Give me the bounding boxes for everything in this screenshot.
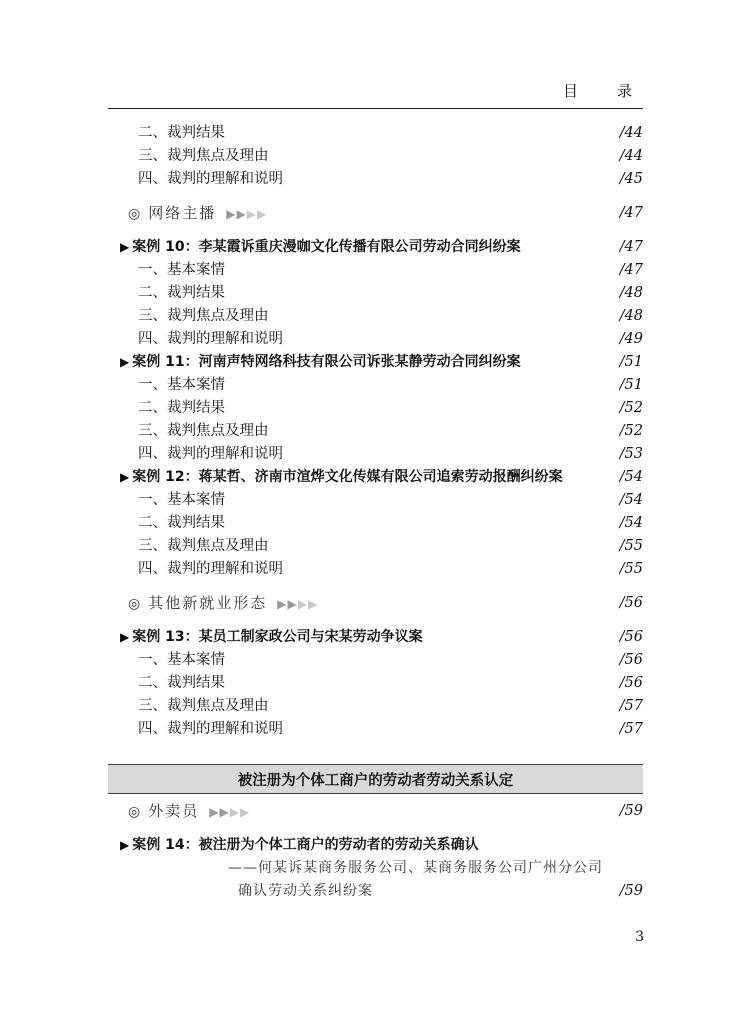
toc-entry-label bbox=[120, 834, 479, 856]
toc-entry-sub bbox=[120, 420, 643, 442]
toc-entry-label: 一、基本案情 bbox=[138, 377, 225, 393]
toc-entry-sub bbox=[120, 512, 643, 534]
toc-entry-label: 确认劳动关系纠纷案 bbox=[238, 883, 373, 899]
toc-entry-page: /59 bbox=[619, 803, 643, 819]
case-marker-icon: ▶ bbox=[120, 240, 130, 254]
toc-entry-label: 二、裁判结果 bbox=[138, 400, 225, 416]
toc-entry-label bbox=[120, 351, 521, 373]
section-title: 外卖员 bbox=[148, 801, 200, 820]
toc-entry-label: 三、裁判焦点及理由 bbox=[138, 308, 269, 324]
toc-entry-label: 三、裁判焦点及理由 bbox=[138, 538, 269, 554]
toc-entry-section bbox=[120, 592, 643, 614]
toc-entry-label: 四、裁判的理解和说明 bbox=[138, 721, 283, 737]
toc-entry-label bbox=[120, 592, 318, 615]
toc-entry-sub bbox=[120, 259, 643, 281]
toc-entry-page: /47 bbox=[619, 239, 643, 255]
case-marker-icon: ▶ bbox=[120, 470, 130, 484]
toc-entry-page: /54 bbox=[619, 515, 643, 531]
toc-entry-case bbox=[120, 466, 643, 488]
page-number: 3 bbox=[635, 929, 644, 945]
toc-entry-label: 四、裁判的理解和说明 bbox=[138, 561, 283, 577]
toc-entry-section bbox=[120, 800, 643, 822]
section-title: 网络主播 bbox=[148, 203, 217, 222]
case-title: 案例 11：河南声特网络科技有限公司诉张某静劳动合同纠纷案 bbox=[132, 354, 521, 370]
toc-entry-label bbox=[120, 626, 423, 648]
toc-entry-page: /57 bbox=[619, 721, 643, 737]
toc-entry-page: /52 bbox=[619, 400, 643, 416]
triangle-arrows-icon: ▶▶▶▶ bbox=[277, 596, 319, 611]
toc-entry-case bbox=[120, 351, 643, 373]
toc-entry-page: /56 bbox=[619, 629, 643, 645]
toc-entry-page: /45 bbox=[619, 171, 643, 187]
toc-entry-sub bbox=[120, 649, 643, 671]
toc-entry-page: /44 bbox=[619, 125, 643, 141]
toc-entry-label: 二、裁判结果 bbox=[138, 515, 225, 531]
toc-entry-section bbox=[120, 202, 643, 224]
toc-entry-label: 四、裁判的理解和说明 bbox=[138, 446, 283, 462]
section-circle-icon: ◎ bbox=[128, 803, 141, 820]
toc-entry-page: /54 bbox=[619, 469, 643, 485]
toc-entry-page: /55 bbox=[619, 561, 643, 577]
triangle-arrows-icon: ▶▶▶▶ bbox=[226, 206, 268, 221]
toc-entry-sub bbox=[120, 397, 643, 419]
case-title: 案例 14：被注册为个体工商户的劳动者的劳动关系确认 bbox=[132, 837, 479, 853]
toc-entry-page: /47 bbox=[619, 205, 643, 221]
toc-entry-sub bbox=[120, 328, 643, 350]
section-circle-icon: ◎ bbox=[128, 205, 141, 222]
toc-entry-page: /56 bbox=[619, 675, 643, 691]
toc-entry-sub bbox=[120, 305, 643, 327]
case-marker-icon: ▶ bbox=[120, 355, 130, 369]
toc-entry-sub bbox=[120, 282, 643, 304]
toc-entry-sub bbox=[120, 443, 643, 465]
toc-entry-page: /49 bbox=[619, 331, 643, 347]
toc-entry-label bbox=[120, 800, 250, 823]
case-title: 案例 12：蒋某哲、济南市渲烨文化传媒有限公司追索劳动报酬纠纷案 bbox=[132, 469, 563, 485]
case-marker-icon: ▶ bbox=[120, 838, 130, 852]
toc-entry-sub bbox=[120, 558, 643, 580]
toc-entry-page: /56 bbox=[619, 652, 643, 668]
toc-entry-page: /51 bbox=[619, 377, 643, 393]
toc-entry-page: /44 bbox=[619, 148, 643, 164]
toc-entry-label bbox=[120, 202, 267, 225]
toc-entry-page: /52 bbox=[619, 423, 643, 439]
case-title: 案例 10：李某霞诉重庆漫咖文化传播有限公司劳动合同纠纷案 bbox=[132, 239, 521, 255]
toc-entry-sub bbox=[120, 489, 643, 511]
toc-entry-sub bbox=[120, 695, 643, 717]
toc-entry-label: 四、裁判的理解和说明 bbox=[138, 331, 283, 347]
toc-entry-case bbox=[120, 626, 643, 648]
section-circle-icon: ◎ bbox=[128, 595, 141, 612]
toc-entry-case bbox=[120, 834, 643, 856]
toc-entry-sub bbox=[120, 374, 643, 396]
toc-entry-page: /54 bbox=[619, 492, 643, 508]
toc-entry-label: 三、裁判焦点及理由 bbox=[138, 698, 269, 714]
header-title: 目 录 bbox=[562, 82, 644, 100]
toc-entry-page: /47 bbox=[619, 262, 643, 278]
toc-entry-sub bbox=[120, 672, 643, 694]
toc-entry-page: /48 bbox=[619, 285, 643, 301]
toc-entry-cont2 bbox=[120, 880, 643, 902]
toc-entry-page: /53 bbox=[619, 446, 643, 462]
toc-entry-label: 三、裁判焦点及理由 bbox=[138, 423, 269, 439]
header-rule bbox=[108, 108, 643, 109]
part-banner: 被注册为个体工商户的劳动者劳动关系认定 bbox=[108, 764, 643, 794]
toc-entry-label: 三、裁判焦点及理由 bbox=[138, 148, 269, 164]
toc-entry-label: 一、基本案情 bbox=[138, 492, 225, 508]
toc-entry-page: /56 bbox=[619, 595, 643, 611]
section-title: 其他新就业形态 bbox=[148, 593, 268, 612]
toc-entry-label: 四、裁判的理解和说明 bbox=[138, 171, 283, 187]
toc-entry-label bbox=[120, 466, 563, 488]
toc-entry-label bbox=[120, 236, 521, 258]
toc-entry-case bbox=[120, 236, 643, 258]
case-title: 案例 13：某员工制家政公司与宋某劳动争议案 bbox=[132, 629, 423, 645]
toc-entry-label: ——何某诉某商务服务公司、某商务服务公司广州分公司 bbox=[228, 860, 603, 876]
toc-entry-label: 一、基本案情 bbox=[138, 652, 225, 668]
toc-entry-page: /51 bbox=[619, 354, 643, 370]
toc-entry-label: 二、裁判结果 bbox=[138, 285, 225, 301]
toc-entry-sub bbox=[120, 718, 643, 740]
toc-entry-sub bbox=[120, 535, 643, 557]
triangle-arrows-icon: ▶▶▶▶ bbox=[209, 804, 251, 819]
toc-entry-sub bbox=[120, 122, 643, 144]
toc-entry-label: 一、基本案情 bbox=[138, 262, 225, 278]
toc-entry-page: /48 bbox=[619, 308, 643, 324]
toc-entry-page: /57 bbox=[619, 698, 643, 714]
toc-entry-sub bbox=[120, 168, 643, 190]
case-marker-icon: ▶ bbox=[120, 630, 130, 644]
toc-entry-label: 二、裁判结果 bbox=[138, 675, 225, 691]
toc-entry-sub bbox=[120, 145, 643, 167]
toc-entry-page: /59 bbox=[619, 883, 643, 899]
toc-entry-label: 二、裁判结果 bbox=[138, 125, 225, 141]
toc-entry-page: /55 bbox=[619, 538, 643, 554]
toc-entry-cont bbox=[120, 857, 643, 879]
